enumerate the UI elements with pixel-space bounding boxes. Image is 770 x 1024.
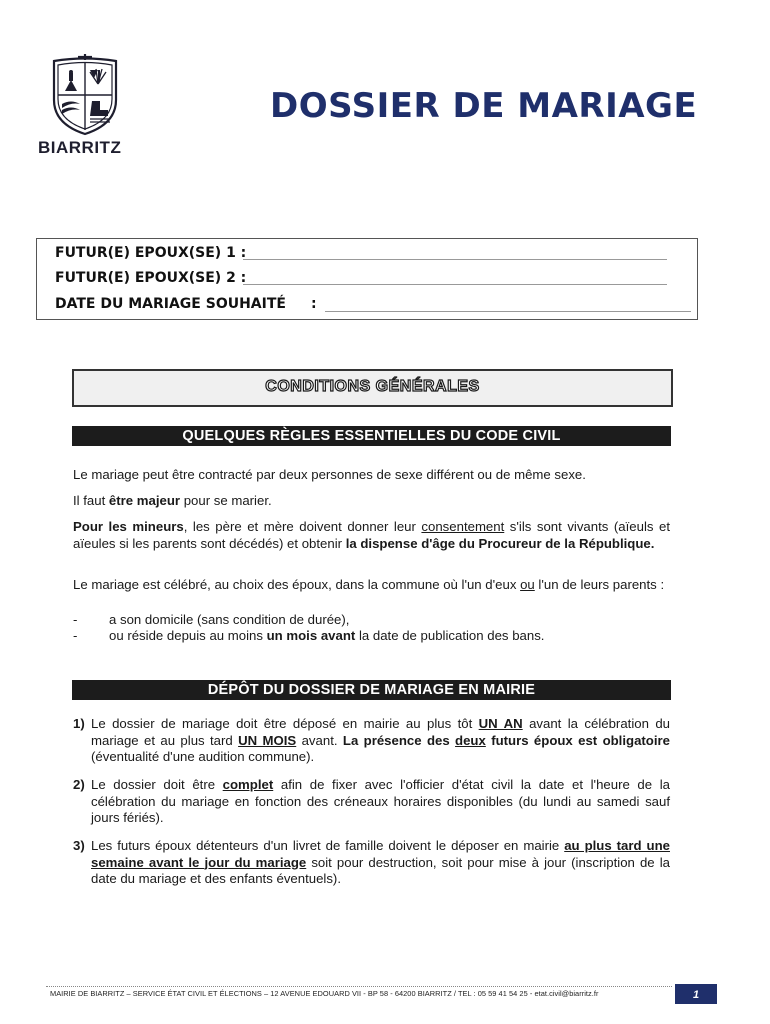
item-1-g: deux	[455, 732, 486, 748]
item-3-number: 3)	[73, 838, 85, 853]
spouse-1-label: FUTUR(E) EPOUX(SE) 1 :	[55, 245, 247, 261]
paragraph-2	[73, 493, 670, 510]
item-2-number: 2)	[73, 777, 85, 792]
p2-text-a: Il faut	[73, 493, 109, 508]
logo-text: BIARRITZ	[38, 138, 122, 157]
list-item-1-dash: -	[73, 612, 78, 627]
item-1-h: futurs époux est obligatoire	[485, 732, 670, 748]
item-3-a: Les futurs époux détenteurs d'un livret de famille doivent le déposer en mairie	[91, 838, 565, 853]
item-2-text	[91, 777, 670, 827]
p3-text-a: Pour les mineurs	[73, 519, 184, 534]
document-title: DOSSIER DE MARIAGE	[270, 86, 698, 126]
p3-text-c: consentement	[421, 519, 505, 534]
item-3-text	[91, 838, 670, 888]
item-1-number: 1)	[73, 716, 85, 731]
p4-text-b: ou	[520, 577, 535, 592]
item-2-c: afin de fixer avec l'officier d'état civil la date et l'heure de la célébration du mariage en fonction des créneaux horaires disponibles (du lundi au samedi sauf jours fériés).	[91, 777, 670, 825]
p2-text-c: pour se marier.	[180, 493, 272, 508]
list-item-2-text-b: un mois avant	[266, 628, 356, 643]
list-item-2-dash: -	[73, 628, 78, 643]
item-1-a: Le dossier de mariage doit être déposé en mairie au plus tôt	[91, 716, 479, 731]
couple-info-box	[36, 238, 698, 320]
list-item-1-text: a son domicile (sans condition de durée),	[109, 612, 350, 627]
item-1-i: (éventualité d'une audition commune).	[91, 749, 315, 764]
item-2-b: complet	[222, 777, 274, 792]
item-3-b: au plus tard une semaine avant le jour du mariage	[91, 838, 670, 870]
p4-text-a: Le mariage est célébré, au choix des époux, dans la commune où l'un d'eux	[73, 577, 521, 592]
spouse-1-field[interactable]	[243, 259, 667, 260]
item-2-a: Le dossier doit être	[91, 777, 223, 792]
p3-text-e: la dispense d'âge du Procureur de la République.	[345, 535, 655, 551]
section-2-title: DÉPÔT DU DOSSIER DE MARIAGE EN MAIRIE	[72, 680, 671, 700]
conditions-title: CONDITIONS GÉNÉRALES	[265, 378, 480, 395]
paragraph-3	[73, 519, 670, 552]
list-item-2-text-a: ou réside depuis au moins	[109, 628, 267, 643]
item-1-text	[91, 716, 670, 766]
paragraph-4	[73, 577, 670, 594]
p3-text-d: s'ils sont vivants (aïeuls et aïeules si les parents sont décédés) et obtenir	[73, 519, 670, 551]
wedding-date-label: DATE DU MARIAGE SOUHAITÉ	[55, 296, 286, 312]
footer-text: MAIRIE DE BIARRITZ – SERVICE ÉTAT CIVIL ET ÉLECTIONS – 12 AVENUE EDOUARD VII - BP 58 - 64200 BIARRITZ / TEL : 05 59 41 54 25 - etat.civil@biarritz.fr	[50, 989, 599, 998]
list-item-2-text-c: la date de publication des bans.	[355, 628, 545, 643]
item-3-c: soit pour destruction, soit pour mise à jour (inscription de la date du mariage et des enfants éventuels).	[91, 854, 670, 886]
p4-text-c: l'un de leurs parents :	[534, 577, 665, 592]
item-1-e: avant.	[296, 732, 343, 748]
section-1-title: QUELQUES RÈGLES ESSENTIELLES DU CODE CIVIL	[72, 426, 671, 446]
item-1-c: avant la célébration du mariage et au plus tard	[91, 716, 670, 748]
footer-divider	[46, 986, 672, 987]
item-1-d: UN MOIS	[238, 732, 297, 748]
item-1-b: UN AN	[478, 716, 523, 731]
p2-text-b: être majeur	[108, 493, 181, 508]
list-item-2	[109, 628, 544, 645]
paragraph-1: Le mariage peut être contracté par deux personnes de sexe différent ou de même sexe.	[73, 467, 586, 482]
conditions-header	[72, 369, 673, 407]
list-item-1	[109, 612, 349, 629]
spouse-2-label: FUTUR(E) EPOUX(SE) 2 :	[55, 270, 247, 286]
wedding-date-field[interactable]	[325, 311, 691, 312]
p3-text-b: , les père et mère doivent donner leur	[183, 519, 422, 534]
wedding-date-separator: :	[311, 296, 317, 312]
page-number: 1	[675, 984, 717, 1004]
item-1-f: La présence des	[342, 732, 456, 748]
spouse-2-field[interactable]	[243, 284, 667, 285]
